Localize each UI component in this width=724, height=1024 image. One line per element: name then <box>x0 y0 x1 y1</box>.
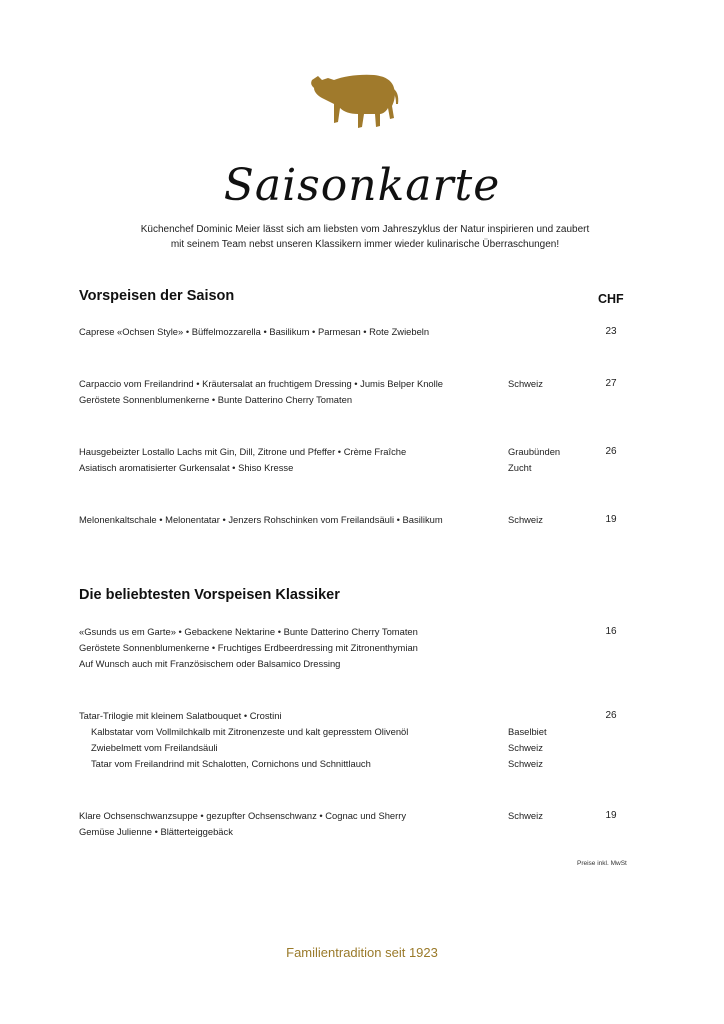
item-price: 26 <box>605 446 617 457</box>
item-price: 19 <box>605 810 617 821</box>
item-description: Asiatisch aromatisierter Gurkensalat • Shiso Kresse <box>79 462 294 473</box>
item-price: 23 <box>605 326 617 337</box>
currency-label: CHF <box>598 292 624 306</box>
ox-icon <box>304 66 400 136</box>
item-description: Auf Wunsch auch mit Französischem oder Balsamico Dressing <box>79 658 341 669</box>
item-description: «Gsunds us em Garte» • Gebackene Nektarine • Bunte Datterino Cherry Tomaten <box>79 626 418 637</box>
item-origin: Graubünden <box>508 446 561 457</box>
item-origin <box>508 708 598 724</box>
item-description: Tatar vom Freilandrind mit Schalotten, Cornichons und Schnittlauch <box>91 758 371 769</box>
section-title-klassiker: Die beliebtesten Vorspeisen Klassiker <box>79 587 340 603</box>
item-price: 16 <box>605 626 617 637</box>
item-description: Klare Ochsenschwanzsuppe • gezupfter Ochsenschwanz • Cognac und Sherry <box>79 810 407 821</box>
item-price: 19 <box>605 514 617 525</box>
intro-line: mit seinem Team nebst unseren Klassikern immer wieder kulinarische Überraschungen! <box>170 239 560 250</box>
item-origin: Baselbiet <box>508 726 547 737</box>
item-description: Carpaccio vom Freilandrind • Kräutersalat an fruchtigem Dressing • Jumis Belper Knolle <box>79 378 444 389</box>
item-description: Melonenkaltschale • Melonentatar • Jenzers Rohschinken vom Freilandsäuli • Basilikum <box>79 514 443 525</box>
item-origin: Zucht <box>508 462 532 473</box>
item-description: Zwiebelmett vom Freilandsäuli <box>91 742 218 753</box>
item-origin: Schweiz <box>508 378 543 389</box>
page-title: Saisonkarte <box>223 160 501 211</box>
section-title-vorspeisen: Vorspeisen der Saison <box>79 288 235 304</box>
intro-text <box>120 222 610 252</box>
item-description: Caprese «Ochsen Style» • Büffelmozzarella • Basilikum • Parmesan • Rote Zwiebeln <box>79 326 430 337</box>
item-price: 26 <box>605 710 617 721</box>
item-description: Geröstete Sonnenblumenkerne • Bunte Datterino Cherry Tomaten <box>79 394 353 405</box>
item-origin: Schweiz <box>508 810 543 821</box>
footer-tagline: Familientradition seit 1923 <box>286 945 438 960</box>
item-price: 27 <box>605 378 617 389</box>
item-description: Kalbstatar vom Vollmilchkalb mit Zitronenzeste und kalt gepresstem Olivenöl <box>91 726 409 737</box>
item-description: Tatar-Trilogie mit kleinem Salatbouquet • Crostini <box>79 710 282 721</box>
item-description: Hausgebeizter Lostallo Lachs mit Gin, Dill, Zitrone und Pfeffer • Crème Fraîche <box>79 446 407 457</box>
item-origin: Schweiz <box>508 514 543 525</box>
tax-note: Preise inkl. MwSt <box>577 860 627 867</box>
intro-line: Küchenchef Dominic Meier lässt sich am liebsten vom Jahreszyklus der Natur inspirieren und zaubert <box>140 224 590 235</box>
item-description: Geröstete Sonnenblumenkerne • Fruchtiges Erdbeerdressing mit Zitronenthymian <box>79 642 418 653</box>
item-origin: Schweiz <box>508 742 543 753</box>
item-origin: Schweiz <box>508 758 543 769</box>
item-description: Gemüse Julienne • Blätterteiggebäck <box>79 826 233 837</box>
